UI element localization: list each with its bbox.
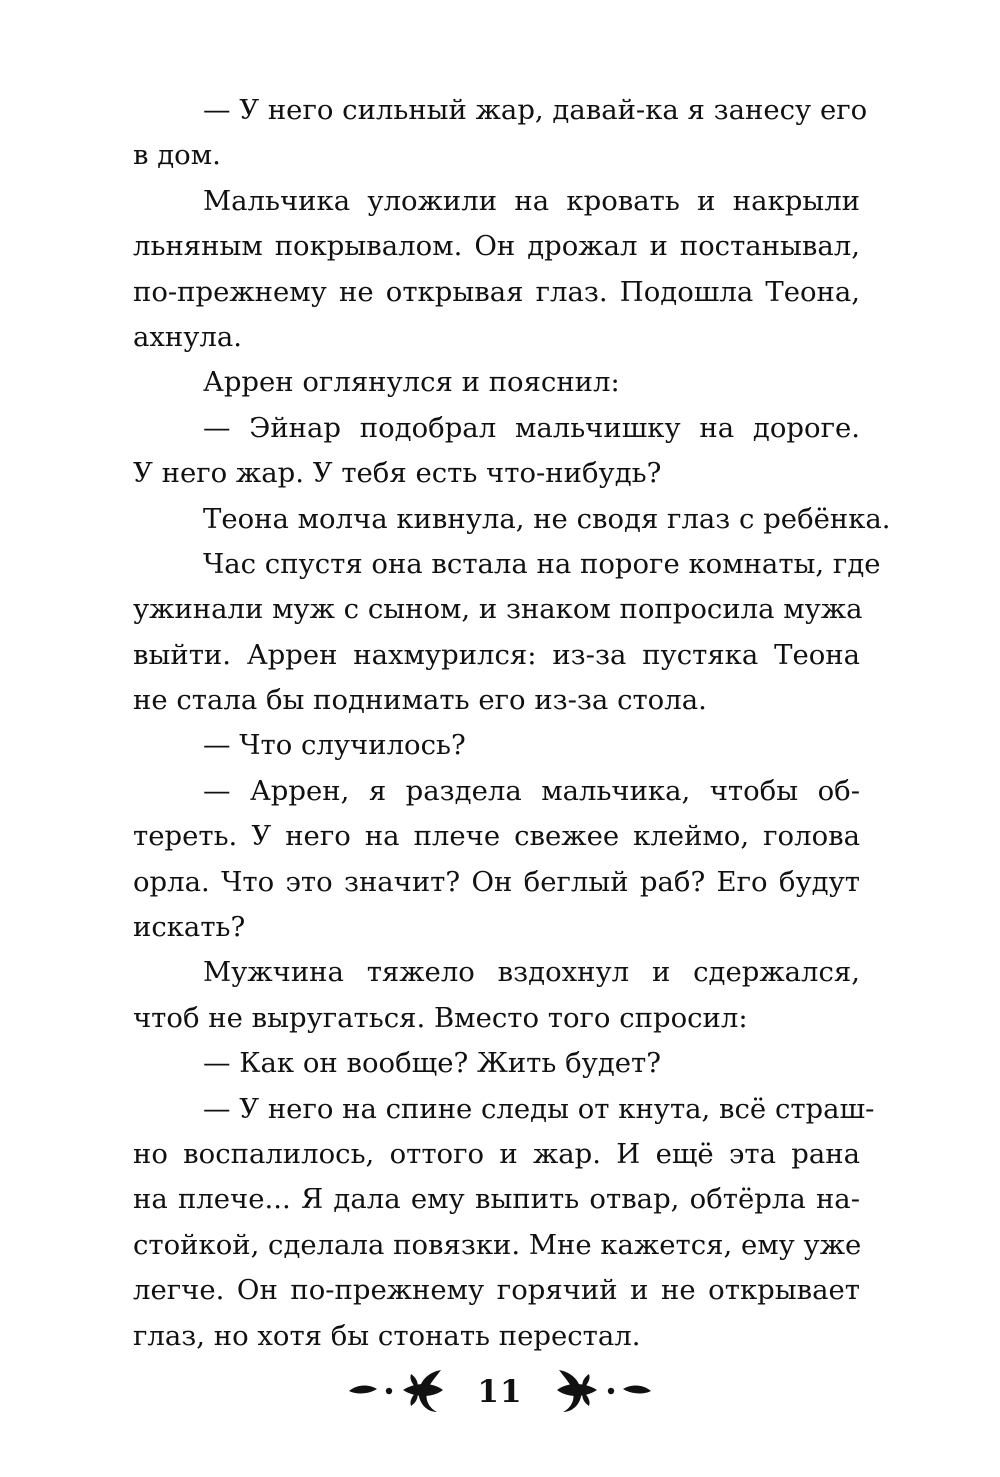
floral-ornament-right-icon	[545, 1360, 655, 1425]
text-line: — Что случилось?	[203, 729, 466, 762]
text-line: — Аррен, я раздела мальчика, чтобы об-	[203, 774, 860, 807]
text-line: льняным покрывалом. Он дрожал и постанывал,	[133, 230, 860, 263]
text-line: не стала бы поднимать его из-за стола.	[133, 684, 707, 717]
text-line: тереть. У него на плече свежее клеймо, голова	[133, 820, 860, 853]
text-line: Мальчика уложили на кровать и накрыли	[203, 184, 860, 217]
text-line: выйти. Аррен нахмурился: из-за пустяка Теона	[133, 638, 860, 671]
page-footer	[0, 1362, 1000, 1422]
text-line: Теона молча кивнула, не сводя глаз с ребёнка.	[203, 502, 891, 535]
text-line: стойкой, сделала повязки. Мне кажется, ему уже	[133, 1228, 862, 1261]
text-line: по-прежнему не открывая глаз. Подошла Теона,	[133, 275, 860, 308]
book-page-text	[133, 88, 891, 1359]
text-line: У него жар. У тебя есть что-нибудь?	[133, 457, 662, 490]
text-line: — Как он вообще? Жить будет?	[203, 1047, 662, 1080]
text-line: — У него сильный жар, давай-ка я занесу его	[203, 94, 868, 126]
floral-ornament-left-icon	[345, 1360, 455, 1425]
text-line: — У него на спине следы от кнута, всё страш-	[203, 1092, 875, 1125]
text-line: глаз, но хотя бы стонать перестал.	[133, 1319, 641, 1352]
text-line: — Эйнар подобрал мальчишку на дороге.	[203, 411, 860, 444]
text-line: ахнула.	[133, 320, 243, 353]
text-line: на плече... Я дала ему выпить отвар, обтёрла на-	[133, 1183, 860, 1216]
text-line: но воспалилось, оттого и жар. И ещё эта рана	[133, 1137, 860, 1170]
text-line: легче. Он по-прежнему горячий и не открывает	[133, 1274, 860, 1307]
text-line: орла. Что это значит? Он беглый раб? Его будут	[133, 865, 860, 898]
text-line: Аррен оглянулся и пояснил:	[203, 366, 620, 399]
text-line: чтоб не выругаться. Вместо того спросил:	[133, 1001, 748, 1034]
text-line: Час спустя она встала на пороге комнаты, где	[203, 547, 881, 580]
text-line: в дом.	[133, 139, 221, 172]
text-line: Мужчина тяжело вздохнул и сдержался,	[203, 956, 860, 989]
page-number: 11	[477, 1374, 523, 1410]
text-line: искать?	[133, 911, 246, 944]
text-line: ужинали муж с сыном, и знаком попросила мужа	[133, 593, 863, 626]
